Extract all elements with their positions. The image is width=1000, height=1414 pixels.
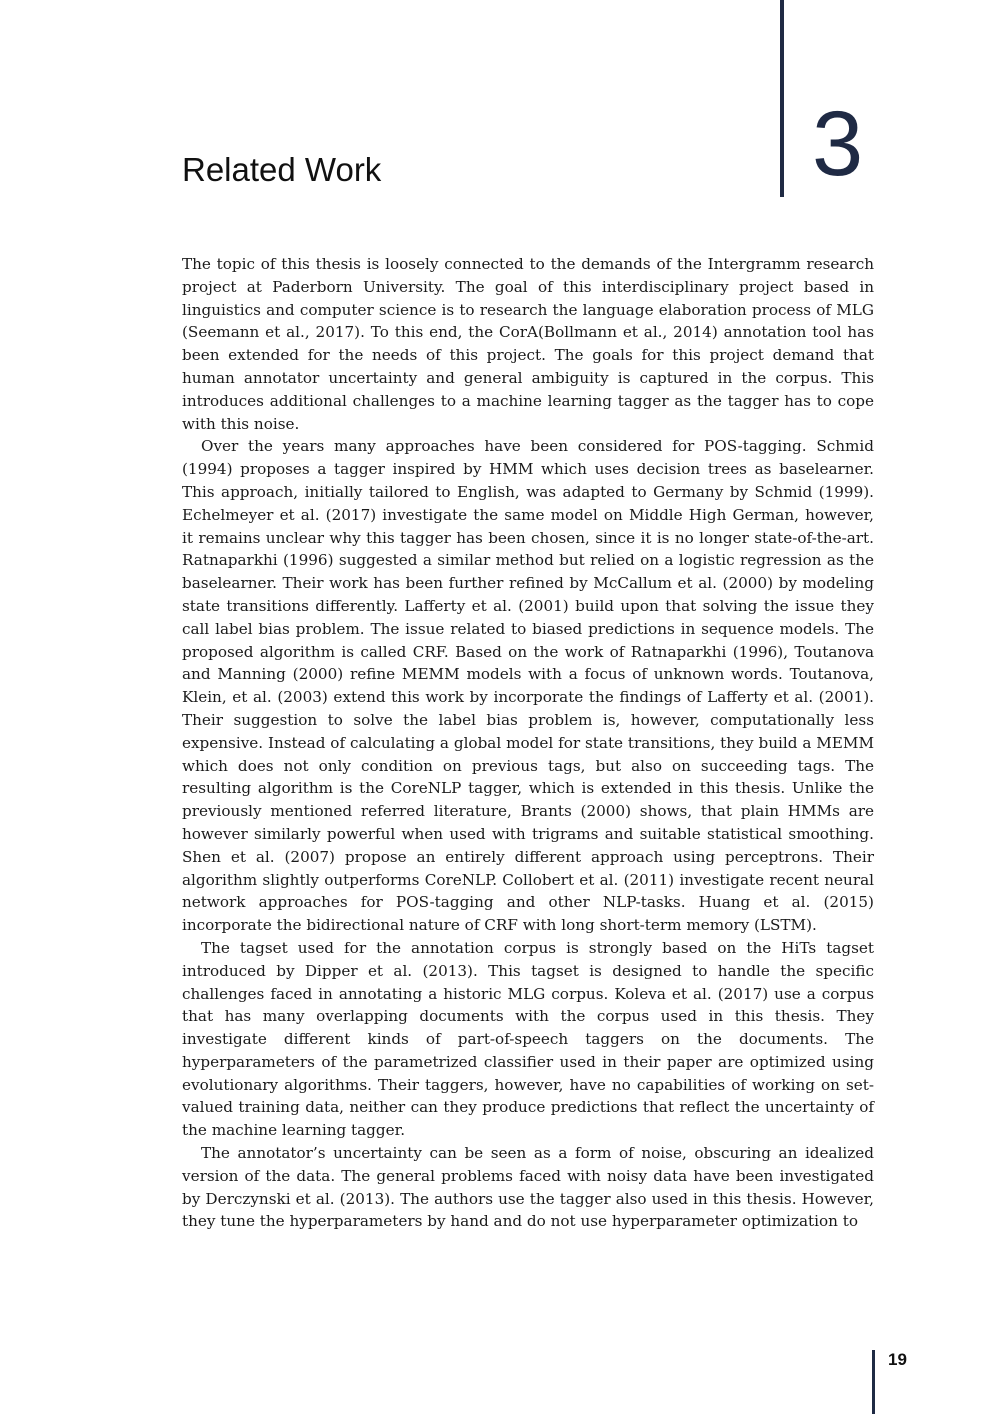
paragraph-2: Over the years many approaches have been considered for POS-tagging. Schmid (1994) proposes a tagger inspired by HMM which uses decision trees as baselearner. This approach, initially tailored to English, was adapted to Germany by Schmid (1999). Echelmeyer et al. (2017) investigate the same model on Middle High German, however, it remains unclear why this tagger has been chosen, since it is no longer state-of-the-art. Ratnaparkhi (1996) suggested a similar method but relied on a logistic regression as the baselearner. Their work has been further refined by McCallum et al. (2000) by modeling state transitions differently. Lafferty et al. (2001) build upon that solving the issue they call label bias problem. The issue related to biased predictions in sequence models. The proposed algorithm is called CRF. Based on the work of Ratnaparkhi (1996), Toutanova and Manning (2000) refine MEMM models with a focus of unknown words. Toutanova, Klein, et al. (2003) extend this work by incorporate the findings of Lafferty et al. (2001). Their suggestion to solve the label bias problem is, however, computationally less expensive. Instead of calculating a global model for state transitions, they build a MEMM which does not only condition on previous tags, but also on succeeding tags. The resulting algorithm is the CoreNLP tagger, which is extended in this thesis. Unlike the previously mentioned referred literature, Brants (2000) shows, that plain HMMs are however similarly powerful when used with trigrams and suitable statistical smoothing. Shen et al. (2007) propose an entirely different approach using perceptrons. Their algorithm slightly outperforms CoreNLP. Collobert et al. (2011) investigate recent neural network approaches for POS-tagging and other NLP-tasks. Huang et al. (2015) incorporate the bidirectional nature of CRF with long short-term memory (LSTM). (182, 437, 874, 935)
page-number-rule (872, 1350, 875, 1414)
paragraph-1: The topic of this thesis is loosely connected to the demands of the Intergramm research project at Paderborn University. The goal of this interdisciplinary project based in linguistics and computer science is to research the language elaboration process of MLG (Seemann et al., 2017). To this end, the CorA(Bollmann et al., 2014) annotation tool has been extended for the needs of this project. The goals for this project demand that human annotator uncertainty and general ambiguity is captured in the corpus. This introduces additional challenges to a machine learning tagger as the tagger has to cope with this noise. (182, 255, 874, 433)
body-text (182, 253, 874, 1233)
chapter-title: Related Work (182, 151, 382, 188)
paragraph-4: The annotator’s uncertainty can be seen as a form of noise, obscuring an idealized version of the data. The general problems faced with noisy data have been investigated by Derczynski et al. (2013). The authors use the tagger also used in this thesis. However, they tune the hyperparameters by hand and do not use hyperparameter optimization to (182, 1144, 874, 1231)
chapter-rule (780, 0, 784, 197)
paragraph-3: The tagset used for the annotation corpus is strongly based on the HiTs tagset introduced by Dipper et al. (2013). This tagset is designed to handle the specific challenges faced in annotating a historic MLG corpus. Koleva et al. (2017) use a corpus that has many overlapping documents with the corpus used in this thesis. They investigate different kinds of part-of-speech taggers on the documents. The hyperparameters of the parametrized classifier used in their paper are optimized using evolutionary algorithms. Their taggers, however, have no capabilities of working on set-valued training data, neither can they produce predictions that reflect the uncertainty of the machine learning tagger. (182, 938, 874, 1140)
page-number: 19 (888, 1350, 907, 1369)
chapter-number: 3 (812, 93, 864, 195)
